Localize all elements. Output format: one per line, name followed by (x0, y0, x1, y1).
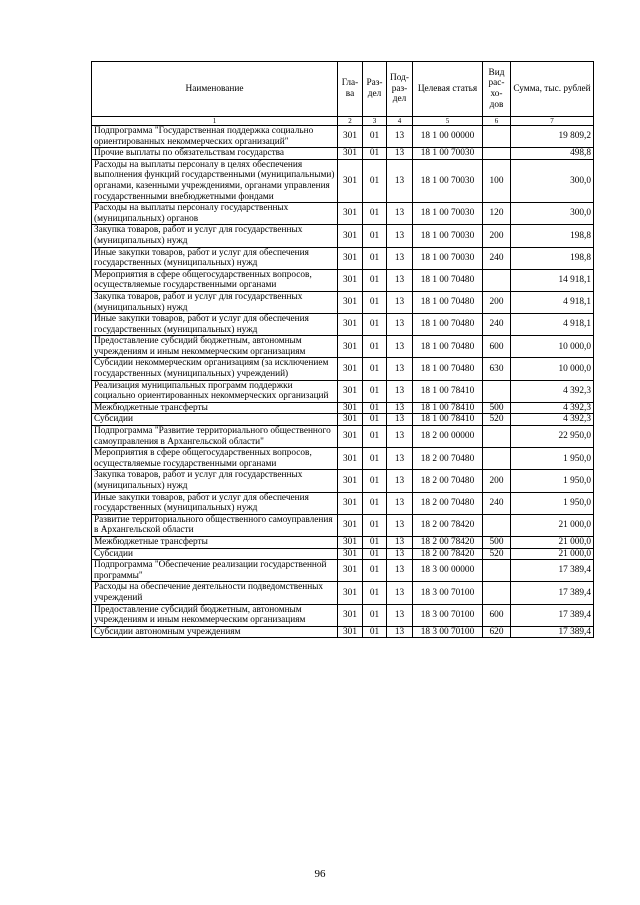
row-target: 18 1 00 78410 (413, 402, 483, 414)
column-number: 4 (387, 117, 413, 126)
row-sum: 1 950,0 (511, 448, 594, 470)
row-razdel: 01 (363, 358, 387, 380)
row-sum: 10 000,0 (511, 336, 594, 358)
table-row (92, 548, 594, 560)
row-expense-type (483, 126, 511, 148)
row-target: 18 1 00 70480 (413, 291, 483, 313)
row-podrazdel: 13 (387, 402, 413, 414)
row-podrazdel: 13 (387, 492, 413, 514)
row-target: 18 3 00 00000 (413, 560, 483, 582)
row-podrazdel: 13 (387, 560, 413, 582)
row-glava: 301 (338, 225, 363, 247)
row-razdel: 01 (363, 247, 387, 269)
row-expense-type (483, 269, 511, 291)
row-expense-type (483, 148, 511, 160)
row-target: 18 1 00 70030 (413, 247, 483, 269)
table-row (92, 414, 594, 426)
row-sum: 14 918,1 (511, 269, 594, 291)
row-name: Мероприятия в сфере общегосударственных вопросов, осуществляемые государственными органами (92, 448, 338, 470)
row-razdel: 01 (363, 604, 387, 626)
row-podrazdel: 13 (387, 514, 413, 536)
row-expense-type: 240 (483, 492, 511, 514)
row-podrazdel: 13 (387, 536, 413, 548)
row-sum: 1 950,0 (511, 470, 594, 492)
header-razdel: Раз-дел (363, 62, 387, 117)
row-razdel: 01 (363, 269, 387, 291)
table-row (92, 448, 594, 470)
row-expense-type: 620 (483, 626, 511, 638)
row-podrazdel: 13 (387, 247, 413, 269)
row-name: Подпрограмма "Обеспечение реализации государственной программы" (92, 560, 338, 582)
row-target: 18 3 00 70100 (413, 582, 483, 604)
row-razdel: 01 (363, 426, 387, 448)
row-podrazdel: 13 (387, 426, 413, 448)
row-expense-type: 120 (483, 203, 511, 225)
row-glava: 301 (338, 582, 363, 604)
header-row (92, 62, 594, 117)
row-name: Закупка товаров, работ и услуг для государственных (муниципальных) нужд (92, 291, 338, 313)
row-expense-type (483, 560, 511, 582)
row-expense-type: 200 (483, 291, 511, 313)
row-name: Мероприятия в сфере общегосударственных вопросов, осуществляемые государственными органами (92, 269, 338, 291)
row-razdel: 01 (363, 582, 387, 604)
row-podrazdel: 13 (387, 604, 413, 626)
table-row (92, 291, 594, 313)
row-expense-type: 240 (483, 314, 511, 336)
row-razdel: 01 (363, 203, 387, 225)
row-sum: 4 918,1 (511, 314, 594, 336)
table-row (92, 582, 594, 604)
table-row (92, 380, 594, 402)
row-podrazdel: 13 (387, 470, 413, 492)
row-target: 18 1 00 70030 (413, 159, 483, 202)
row-sum: 300,0 (511, 159, 594, 202)
row-target: 18 3 00 70100 (413, 626, 483, 638)
row-glava: 301 (338, 336, 363, 358)
row-sum: 198,8 (511, 225, 594, 247)
row-name: Расходы на выплаты персоналу в целях обеспечения выполнения функций государственными (муниципальными) органами, казенными учреждениями, органами управления государственными внебюджетными фондами (92, 159, 338, 202)
column-number-row (92, 117, 594, 126)
row-razdel: 01 (363, 314, 387, 336)
row-razdel: 01 (363, 560, 387, 582)
row-expense-type (483, 448, 511, 470)
table-row (92, 159, 594, 202)
row-target: 18 2 00 00000 (413, 426, 483, 448)
header-name: Наименование (92, 62, 338, 117)
table-row (92, 604, 594, 626)
row-sum: 4 392,3 (511, 414, 594, 426)
row-name: Иные закупки товаров, работ и услуг для обеспечения государственных (муниципальных) нужд (92, 492, 338, 514)
row-name: Субсидии автономным учреждениям (92, 626, 338, 638)
table-row (92, 203, 594, 225)
row-name: Межбюджетные трансферты (92, 402, 338, 414)
row-name: Закупка товаров, работ и услуг для государственных (муниципальных) нужд (92, 225, 338, 247)
row-sum: 17 389,4 (511, 560, 594, 582)
row-expense-type (483, 582, 511, 604)
row-razdel: 01 (363, 514, 387, 536)
row-name: Предоставление субсидий бюджетным, автономным учреждениям и иным некоммерческим организациям (92, 336, 338, 358)
row-name: Расходы на обеспечение деятельности подведомственных учреждений (92, 582, 338, 604)
row-target: 18 1 00 00000 (413, 126, 483, 148)
row-expense-type: 500 (483, 402, 511, 414)
table-row (92, 148, 594, 160)
row-name: Реализация муниципальных программ поддержки социально ориентированных некоммерческих организаций (92, 380, 338, 402)
row-sum: 21 000,0 (511, 514, 594, 536)
table-row (92, 626, 594, 638)
row-podrazdel: 13 (387, 269, 413, 291)
row-name: Иные закупки товаров, работ и услуг для обеспечения государственных (муниципальных) нужд (92, 314, 338, 336)
row-podrazdel: 13 (387, 626, 413, 638)
row-razdel: 01 (363, 148, 387, 160)
row-podrazdel: 13 (387, 336, 413, 358)
table-row (92, 492, 594, 514)
row-sum: 4 918,1 (511, 291, 594, 313)
row-glava: 301 (338, 148, 363, 160)
header-target: Целевая статья (413, 62, 483, 117)
row-razdel: 01 (363, 448, 387, 470)
row-glava: 301 (338, 514, 363, 536)
row-sum: 19 809,2 (511, 126, 594, 148)
table-row (92, 358, 594, 380)
row-target: 18 2 00 78420 (413, 536, 483, 548)
row-podrazdel: 13 (387, 159, 413, 202)
row-sum: 17 389,4 (511, 582, 594, 604)
row-target: 18 2 00 70480 (413, 470, 483, 492)
row-sum: 300,0 (511, 203, 594, 225)
row-glava: 301 (338, 159, 363, 202)
row-podrazdel: 13 (387, 548, 413, 560)
table-row (92, 470, 594, 492)
row-expense-type: 520 (483, 414, 511, 426)
row-sum: 1 950,0 (511, 492, 594, 514)
row-glava: 301 (338, 358, 363, 380)
column-number: 5 (413, 117, 483, 126)
row-sum: 4 392,3 (511, 402, 594, 414)
row-name: Межбюджетные трансферты (92, 536, 338, 548)
row-podrazdel: 13 (387, 225, 413, 247)
row-expense-type: 600 (483, 336, 511, 358)
table-body (92, 126, 594, 638)
row-name: Прочие выплаты по обязательствам государства (92, 148, 338, 160)
budget-table (91, 61, 594, 638)
row-razdel: 01 (363, 291, 387, 313)
row-podrazdel: 13 (387, 358, 413, 380)
column-number: 7 (511, 117, 594, 126)
table-row (92, 247, 594, 269)
header-podrazdel: Под-раз-дел (387, 62, 413, 117)
row-razdel: 01 (363, 225, 387, 247)
table-row (92, 336, 594, 358)
row-glava: 301 (338, 626, 363, 638)
row-podrazdel: 13 (387, 582, 413, 604)
row-target: 18 1 00 70480 (413, 314, 483, 336)
row-expense-type: 500 (483, 536, 511, 548)
row-razdel: 01 (363, 126, 387, 148)
row-sum: 17 389,4 (511, 626, 594, 638)
table-row (92, 560, 594, 582)
row-razdel: 01 (363, 548, 387, 560)
row-razdel: 01 (363, 536, 387, 548)
row-glava: 301 (338, 414, 363, 426)
row-podrazdel: 13 (387, 314, 413, 336)
header-sum: Сумма, тыс. рублей (511, 62, 594, 117)
table-row (92, 314, 594, 336)
row-expense-type: 630 (483, 358, 511, 380)
row-razdel: 01 (363, 414, 387, 426)
table-row (92, 426, 594, 448)
row-target: 18 2 00 70480 (413, 448, 483, 470)
row-target: 18 1 00 70480 (413, 358, 483, 380)
column-number: 3 (363, 117, 387, 126)
row-podrazdel: 13 (387, 203, 413, 225)
row-sum: 21 000,0 (511, 536, 594, 548)
row-name: Подпрограмма "Развитие территориального общественного самоуправления в Архангельской области" (92, 426, 338, 448)
table-row (92, 536, 594, 548)
table-row (92, 402, 594, 414)
row-name: Развитие территориального общественного самоуправления в Архангельской области (92, 514, 338, 536)
row-glava: 301 (338, 604, 363, 626)
row-podrazdel: 13 (387, 414, 413, 426)
row-target: 18 2 00 70480 (413, 492, 483, 514)
row-expense-type (483, 426, 511, 448)
row-target: 18 1 00 78410 (413, 414, 483, 426)
header-expense-type: Вид рас-хо-дов (483, 62, 511, 117)
row-razdel: 01 (363, 336, 387, 358)
row-glava: 301 (338, 247, 363, 269)
row-glava: 301 (338, 203, 363, 225)
row-glava: 301 (338, 314, 363, 336)
row-target: 18 1 00 70480 (413, 269, 483, 291)
row-target: 18 1 00 78410 (413, 380, 483, 402)
row-expense-type (483, 514, 511, 536)
row-name: Иные закупки товаров, работ и услуг для обеспечения государственных (муниципальных) нужд (92, 247, 338, 269)
row-glava: 301 (338, 380, 363, 402)
row-glava: 301 (338, 548, 363, 560)
row-expense-type: 520 (483, 548, 511, 560)
row-sum: 17 389,4 (511, 604, 594, 626)
row-razdel: 01 (363, 159, 387, 202)
row-glava: 301 (338, 126, 363, 148)
row-target: 18 2 00 78420 (413, 548, 483, 560)
row-expense-type: 200 (483, 470, 511, 492)
row-razdel: 01 (363, 626, 387, 638)
row-target: 18 1 00 70480 (413, 336, 483, 358)
row-glava: 301 (338, 492, 363, 514)
row-glava: 301 (338, 536, 363, 548)
row-name: Субсидии некоммерческим организациям (за исключением государственных (муниципальных) учреждений) (92, 358, 338, 380)
row-target: 18 1 00 70030 (413, 148, 483, 160)
row-razdel: 01 (363, 470, 387, 492)
row-name: Закупка товаров, работ и услуг для государственных (муниципальных) нужд (92, 470, 338, 492)
row-glava: 301 (338, 269, 363, 291)
column-number: 1 (92, 117, 338, 126)
row-razdel: 01 (363, 380, 387, 402)
row-podrazdel: 13 (387, 380, 413, 402)
row-glava: 301 (338, 291, 363, 313)
page-number: 96 (314, 868, 326, 880)
row-glava: 301 (338, 402, 363, 414)
row-target: 18 3 00 70100 (413, 604, 483, 626)
row-target: 18 1 00 70030 (413, 225, 483, 247)
row-target: 18 2 00 78420 (413, 514, 483, 536)
row-sum: 498,8 (511, 148, 594, 160)
row-podrazdel: 13 (387, 148, 413, 160)
column-number: 2 (338, 117, 363, 126)
table-row (92, 514, 594, 536)
column-number: 6 (483, 117, 511, 126)
row-expense-type: 240 (483, 247, 511, 269)
row-sum: 198,8 (511, 247, 594, 269)
table-row (92, 126, 594, 148)
row-sum: 22 950,0 (511, 426, 594, 448)
row-glava: 301 (338, 560, 363, 582)
row-expense-type: 100 (483, 159, 511, 202)
row-expense-type (483, 380, 511, 402)
row-razdel: 01 (363, 492, 387, 514)
row-glava: 301 (338, 448, 363, 470)
row-name: Предоставление субсидий бюджетным, автономным учреждениям и иным некоммерческим организациям (92, 604, 338, 626)
row-name: Субсидии (92, 548, 338, 560)
table-row (92, 225, 594, 247)
row-glava: 301 (338, 470, 363, 492)
row-sum: 4 392,3 (511, 380, 594, 402)
row-name: Субсидии (92, 414, 338, 426)
row-glava: 301 (338, 426, 363, 448)
row-podrazdel: 13 (387, 448, 413, 470)
row-name: Подпрограмма "Государственная поддержка социально ориентированных некоммерческих организаций" (92, 126, 338, 148)
row-sum: 21 000,0 (511, 548, 594, 560)
row-expense-type: 600 (483, 604, 511, 626)
header-glava: Гла-ва (338, 62, 363, 117)
row-sum: 10 000,0 (511, 358, 594, 380)
row-target: 18 1 00 70030 (413, 203, 483, 225)
row-podrazdel: 13 (387, 291, 413, 313)
row-razdel: 01 (363, 402, 387, 414)
row-name: Расходы на выплаты персоналу государственных (муниципальных) органов (92, 203, 338, 225)
row-podrazdel: 13 (387, 126, 413, 148)
table-row (92, 269, 594, 291)
row-expense-type: 200 (483, 225, 511, 247)
